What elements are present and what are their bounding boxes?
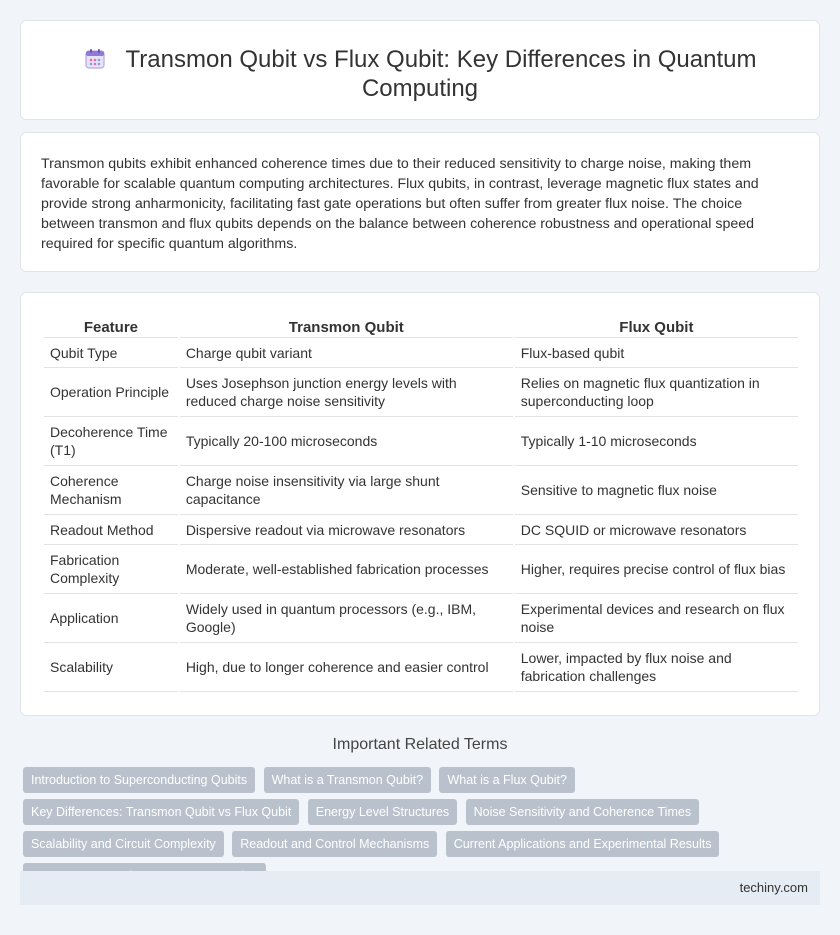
related-term-tag[interactable]: What is a Transmon Qubit? — [264, 767, 431, 793]
flux-cell: Experimental devices and research on flux noise — [515, 594, 798, 643]
table-row — [44, 515, 798, 545]
header-flux: Flux Qubit — [515, 315, 798, 338]
table-row — [44, 594, 798, 643]
transmon-cell: Uses Josephson junction energy levels with reduced charge noise sensitivity — [180, 368, 513, 417]
related-term-tag[interactable]: Key Differences: Transmon Qubit vs Flux Qubit — [23, 799, 299, 825]
feature-cell: Scalability — [44, 643, 178, 692]
intro-card — [20, 132, 820, 272]
feature-cell: Application — [44, 594, 178, 643]
header-transmon: Transmon Qubit — [180, 315, 513, 338]
related-term-tag[interactable]: Current Applications and Experimental Results — [446, 831, 720, 857]
transmon-cell: Typically 20-100 microseconds — [180, 417, 513, 466]
feature-cell: Decoherence Time (T1) — [44, 417, 178, 466]
related-term-tag[interactable]: Readout and Control Mechanisms — [232, 831, 437, 857]
flux-cell: Higher, requires precise control of flux bias — [515, 545, 798, 594]
intro-text: Transmon qubits exhibit enhanced coherence times due to their reduced sensitivity to charge noise, making them favorable for scalable quantum computing architectures. Flux qubits, in contrast, leverage magnetic flux states and provide strong anharmonicity, facilitating fast gate operations but often suffer from greater flux noise. The choice between transmon and flux qubits depends on the balance between coherence robustness and operational speed required for specific quantum algorithms. — [41, 156, 759, 252]
footer-site-link[interactable]: techiny.com — [739, 880, 808, 895]
page-title — [21, 45, 819, 103]
flux-cell: Lower, impacted by flux noise and fabrication challenges — [515, 643, 798, 692]
related-term-tag[interactable]: Scalability and Circuit Complexity — [23, 831, 224, 857]
transmon-cell: Moderate, well-established fabrication processes — [180, 545, 513, 594]
comparison-table-card — [20, 292, 820, 716]
header-feature: Feature — [44, 315, 178, 338]
table-row — [44, 466, 798, 515]
calendar-icon — [84, 48, 106, 70]
feature-cell: Qubit Type — [44, 338, 178, 368]
feature-cell: Operation Principle — [44, 368, 178, 417]
related-term-tag[interactable]: Noise Sensitivity and Coherence Times — [466, 799, 699, 825]
feature-cell: Coherence Mechanism — [44, 466, 178, 515]
related-term-tag[interactable]: Introduction to Superconducting Qubits — [23, 767, 255, 793]
flux-cell: Relies on magnetic flux quantization in superconducting loop — [515, 368, 798, 417]
flux-cell: Flux-based qubit — [515, 338, 798, 368]
related-term-tag[interactable]: Energy Level Structures — [308, 799, 457, 825]
comparison-table — [42, 315, 800, 692]
transmon-cell: Widely used in quantum processors (e.g., IBM, Google) — [180, 594, 513, 643]
footer — [20, 871, 820, 905]
flux-cell: Typically 1-10 microseconds — [515, 417, 798, 466]
transmon-cell: Dispersive readout via microwave resonators — [180, 515, 513, 545]
table-row — [44, 545, 798, 594]
table-row — [44, 368, 798, 417]
transmon-cell: Charge qubit variant — [180, 338, 513, 368]
feature-cell: Readout Method — [44, 515, 178, 545]
table-row — [44, 338, 798, 368]
feature-cell: Fabrication Complexity — [44, 545, 178, 594]
table-row — [44, 417, 798, 466]
flux-cell: Sensitive to magnetic flux noise — [515, 466, 798, 515]
page-title-text: Transmon Qubit vs Flux Qubit: Key Differences in Quantum Computing — [125, 46, 757, 102]
related-terms-title: Important Related Terms — [332, 736, 508, 753]
related-term-tag[interactable]: What is a Flux Qubit? — [439, 767, 575, 793]
header-card — [20, 20, 820, 120]
transmon-cell: Charge noise insensitivity via large shunt capacitance — [180, 466, 513, 515]
flux-cell: DC SQUID or microwave resonators — [515, 515, 798, 545]
transmon-cell: High, due to longer coherence and easier control — [180, 643, 513, 692]
table-row — [44, 643, 798, 692]
